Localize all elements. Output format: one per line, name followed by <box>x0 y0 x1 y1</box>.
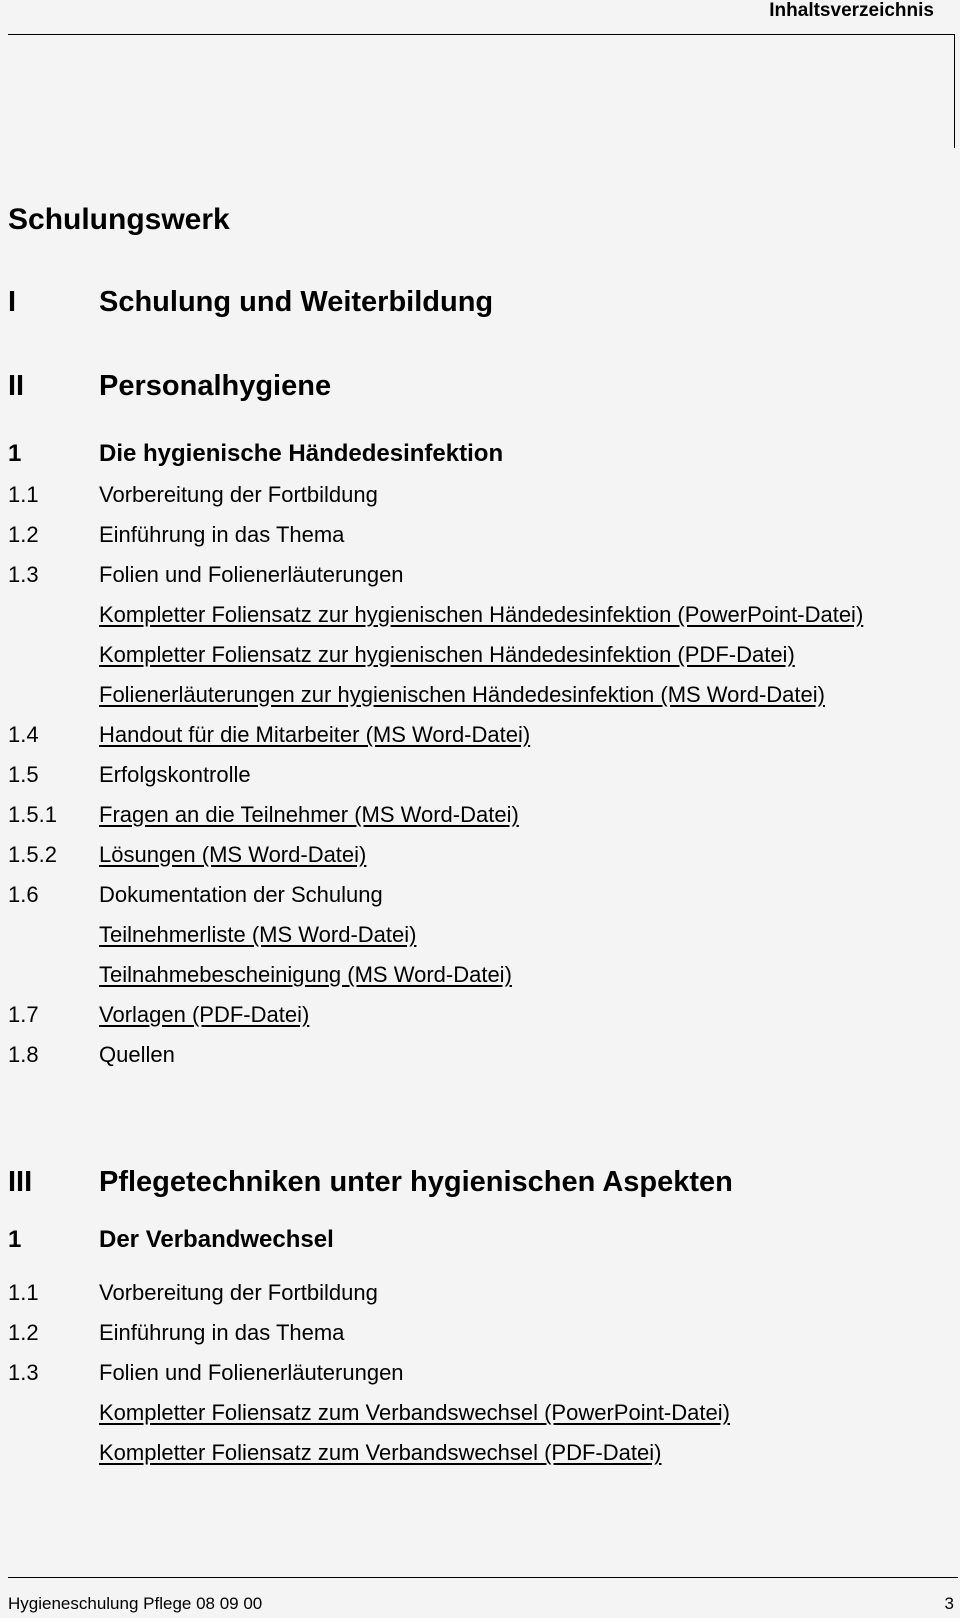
toc-number: 1.1 <box>8 1280 39 1305</box>
toc-number: 1.5.1 <box>8 802 57 827</box>
chapter-title: Der Verbandwechsel <box>99 1226 334 1253</box>
chapter-number: 1 <box>8 1226 22 1253</box>
toc-text: Folien und Folienerläuterungen <box>99 562 404 587</box>
file-link-powerpoint[interactable]: Kompletter Foliensatz zur hygienischen Händedesinfektion (PowerPoint-Datei) <box>99 602 864 627</box>
toc-number: 1.1 <box>8 482 39 507</box>
file-link-templates[interactable]: Vorlagen (PDF-Datei) <box>99 1002 310 1027</box>
part-title: Schulung und Weiterbildung <box>99 286 494 318</box>
toc-number: 1.5.2 <box>8 842 57 867</box>
toc-text: Folien und Folienerläuterungen <box>99 1360 404 1385</box>
file-link-pdf[interactable]: Kompletter Foliensatz zum Verbandswechsel (PDF-Datei) <box>99 1440 662 1465</box>
toc-number: 1.4 <box>8 722 39 747</box>
toc-text: Vorbereitung der Fortbildung <box>99 1280 378 1305</box>
part-title: Pflegetechniken unter hygienischen Aspekten <box>99 1166 733 1198</box>
toc-text: Erfolgskontrolle <box>99 762 251 787</box>
header-title: Inhaltsverzeichnis <box>769 0 934 21</box>
document-title: Schulungswerk <box>8 203 230 236</box>
part-title: Personalhygiene <box>99 370 332 402</box>
part-number: I <box>8 286 17 318</box>
file-link-questions[interactable]: Fragen an die Teilnehmer (MS Word-Datei) <box>99 802 519 827</box>
part-number: III <box>8 1166 33 1198</box>
toc-text: Einführung in das Thema <box>99 522 345 547</box>
toc-number: 1.3 <box>8 1360 39 1385</box>
toc-number: 1.3 <box>8 562 39 587</box>
file-link-word[interactable]: Folienerläuterungen zur hygienischen Händedesinfektion (MS Word-Datei) <box>99 682 825 707</box>
footer-document-name: Hygieneschulung Pflege 08 09 00 <box>8 1594 263 1613</box>
part-number: II <box>8 370 25 402</box>
file-link-participant-list[interactable]: Teilnehmerliste (MS Word-Datei) <box>99 922 417 947</box>
header-vertical-rule <box>954 34 955 148</box>
toc-number: 1.7 <box>8 1002 39 1027</box>
page-number: 3 <box>944 1594 954 1613</box>
chapter-title: Die hygienische Händedesinfektion <box>99 440 504 467</box>
file-link-certificate[interactable]: Teilnahmebescheinigung (MS Word-Datei) <box>99 962 512 987</box>
chapter-number: 1 <box>8 440 22 467</box>
toc-number: 1.2 <box>8 1320 39 1345</box>
file-link-solutions[interactable]: Lösungen (MS Word-Datei) <box>99 842 367 867</box>
toc-number: 1.6 <box>8 882 39 907</box>
file-link-pdf[interactable]: Kompletter Foliensatz zur hygienischen Händedesinfektion (PDF-Datei) <box>99 642 795 667</box>
toc-number: 1.5 <box>8 762 39 787</box>
file-link-handout[interactable]: Handout für die Mitarbeiter (MS Word-Datei) <box>99 722 531 747</box>
toc-text: Vorbereitung der Fortbildung <box>99 482 378 507</box>
toc-number: 1.2 <box>8 522 39 547</box>
toc-text: Quellen <box>99 1042 175 1067</box>
toc-text: Einführung in das Thema <box>99 1320 345 1345</box>
toc-text: Dokumentation der Schulung <box>99 882 383 907</box>
file-link-powerpoint[interactable]: Kompletter Foliensatz zum Verbandswechsel (PowerPoint-Datei) <box>99 1400 730 1425</box>
toc-number: 1.8 <box>8 1042 39 1067</box>
header-rule <box>8 34 954 35</box>
footer-rule <box>8 1577 958 1578</box>
